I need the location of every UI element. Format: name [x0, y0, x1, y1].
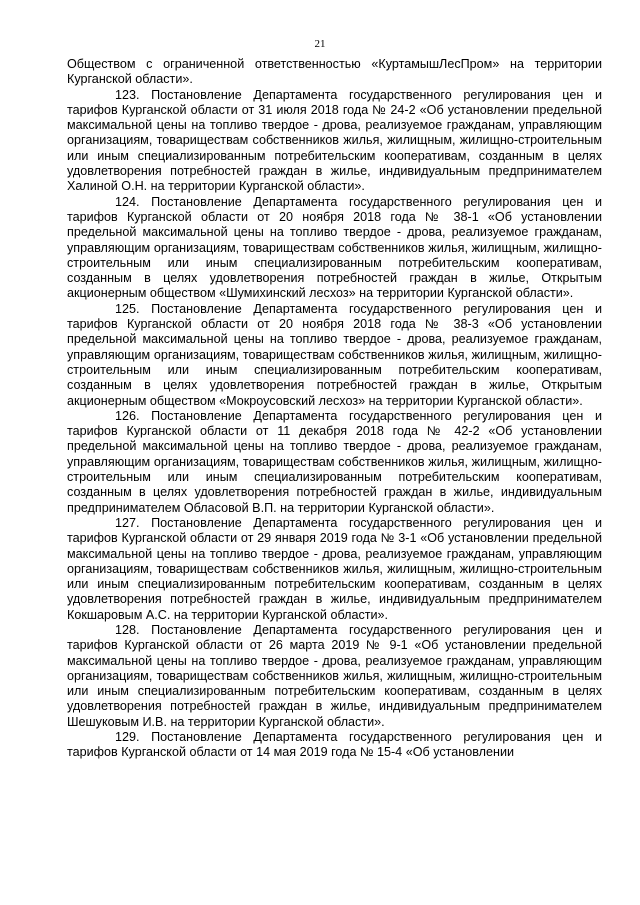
page-number: 21 — [314, 38, 326, 50]
paragraph-item-128: 128. Постановление Департамента государственного регулирования цен и тарифов Курганской области от 26 марта 2019 № 9-1 «Об установлении предельной максимальной цены на топливо твердое - дрова, реализуемое гражданам, управляющим организациям, товариществам собственников жилья, жилищным, жилищно-строительным или иным специализированным потребительским кооперативам, созданным в целях удовлетворения потребностей граждан в жилье, индивидуальным предпринимателем Шешуковым И.В. на территории Курганской области». — [67, 622, 602, 729]
paragraph-item-125: 125. Постановление Департамента государственного регулирования цен и тарифов Курганской области от 20 ноября 2018 года № 38-3 «Об установлении предельной максимальной цены на топливо твердое - дрова, реализуемое гражданам, управляющим организациям, товариществам собственников жилья, жилищным, жилищно-строительным или иным специализированным потребительским кооперативам, созданным в целях удовлетворения потребностей граждан в жилье, Открытым акционерным обществом «Мокроусовский лесхоз» на территории Курганской области». — [67, 301, 602, 408]
paragraph-item-129: 129. Постановление Департамента государственного регулирования цен и тарифов Курганской области от 14 мая 2019 года № 15-4 «Об установлении — [67, 730, 602, 760]
paragraph-item-126: 126. Постановление Департамента государственного регулирования цен и тарифов Курганской области от 11 декабря 2018 года № 42-2 «Об установлении предельной максимальной цены на топливо твердое - дрова, реализуемое гражданам, управляющим организациям, товариществам собственников жилья, жилищным, жилищно-строительным или иным специализированным потребительским кооперативам, созданным в целях удовлетворения потребностей граждан в жилье, индивидуальным предпринимателем Обласовой В.П. на территории Курганской области». — [67, 408, 602, 515]
paragraph-item-124: 124. Постановление Департамента государственного регулирования цен и тарифов Курганской области от 20 ноября 2018 года № 38-1 «Об установлении предельной максимальной цены на топливо твердое - дрова, реализуемое гражданам, управляющим организациям, товариществам собственников жилья, жилищным, жилищно-строительным или иным специализированным потребительским кооперативам, созданным в целях удовлетворения потребностей граждан в жилье, Открытым акционерным обществом «Шумихинский лесхоз» на территории Курганской области». — [67, 194, 602, 301]
paragraph-item-127: 127. Постановление Департамента государственного регулирования цен и тарифов Курганской области от 29 января 2019 года № 3-1 «Об установлении предельной максимальной цены на топливо твердое - дрова, реализуемое гражданам, управляющим организациям, товариществам собственников жилья, жилищным, жилищно-строительным или иным специализированным потребительским кооперативам, созданным в целях удовлетворения потребностей граждан в жилье, индивидуальным предпринимателем Кокшаровым А.С. на территории Курганской области». — [67, 515, 602, 622]
document-body — [67, 57, 602, 761]
paragraph-continuation: Обществом с ограниченной ответственностью «КуртамышЛесПром» на территории Курганской области». — [67, 57, 602, 87]
paragraph-item-123: 123. Постановление Департамента государственного регулирования цен и тарифов Курганской области от 31 июля 2018 года № 24-2 «Об установлении предельной максимальной цены на топливо твердое - дрова, реализуемое гражданам, управляющим организациям, товариществам собственников жилья, жилищным, жилищно-строительным или иным специализированным потребительским кооперативам, созданным в целях удовлетворения потребностей граждан в жилье, индивидуальным предпринимателем Халиной О.Н. на территории Курганской области». — [67, 87, 602, 194]
